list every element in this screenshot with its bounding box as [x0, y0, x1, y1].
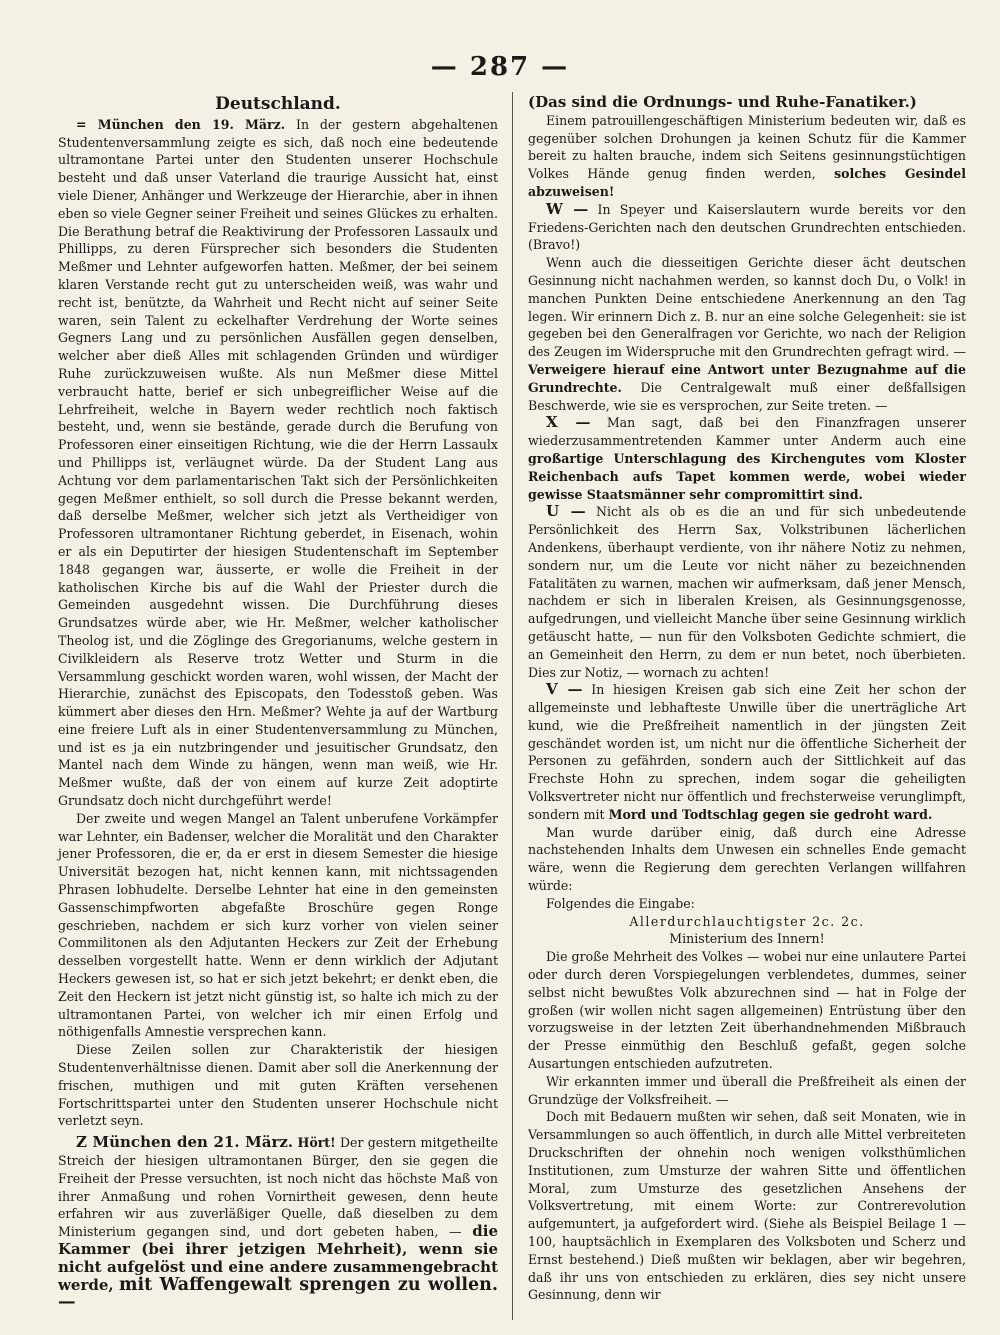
text: Nicht als ob es die an und für sich unbedeutende Persönlichkeit des Herrn Sax, Volkstribunen lächerlichen Andenkens, überhaupt verdiente, von ihr nähere Notiz zu nehmen, sondern nur, um die Leute vor nicht näher zu bezeichnenden Fatalitäten zu warnen, machen wir aufmerksam, daß jener Mensch, nachdem er sich in liberalen Kreisen, als Gesinnungsgenosse, aufgedrungen, und vielleicht Manche über seine Gesinnung wirklich getäuscht hatte, — nun für den Volksboten Gedichte schmiert, die an Gemeinheit den Herrn, zu dem er nun betet, noch überbieten. Dies zur Notiz, — wornach zu achten! [528, 504, 966, 680]
paragraph: Wir erkannten immer und überall die Preßfreiheit als einen der Grundzüge der Volksfreiheit. — [528, 1073, 966, 1107]
article-marker: X — [546, 413, 591, 432]
right-column [528, 94, 966, 1304]
emphasis-text: Mord und Todtschlag gegen sie gedroht ward. [608, 806, 933, 822]
article-marker: U — [546, 502, 586, 521]
article-munich-21-march [58, 1134, 498, 1312]
address-line: Ministerium des Innern! [669, 931, 825, 947]
article-text: Der gestern mitgetheilte Streich der hiesigen ultramontanen Bürger, den sie gegen die Freiheit der Presse versuchten, ist noch nicht das höchste Maß von ihrer Anmaßung und rohen Vornirtheit gewesen, denn heute erfahren wir aus zuverläßiger Quelle, daß dieselben zu dem Ministerium gegangen sind, und dort gebeten haben, — [58, 1135, 498, 1240]
text: In Speyer und Kaiserslautern wurde bereits vor den Friedens-Gerichten nach den deutschen Grundrechten entschieden. (Bravo!) [528, 201, 967, 253]
paragraph [528, 254, 966, 414]
text: In hiesigen Kreisen gab sich eine Zeit her schon der allgemeinste und lebhafteste Unwille über die unerträgliche Art kund, wie die Preßfreiheit namentlich in der jüngsten Zeit geschändet worden ist, um nicht nur die öffentliche Sicherheit der Personen zu gefährden, sondern auch der Sittlichkeit auf das Frechste Hohn zu sprechen, indem sogar die geheiligten Volksvertreter nicht nur öffentlich und frechsterweise verunglimpft, sondern mit [528, 682, 966, 822]
text: Man sagt, daß bei den Finanzfragen unserer wiederzusammentretenden Kammer unter Anderm auch eine [528, 415, 966, 449]
emphasis-text: solches Gesindel abzuweisen! [528, 166, 966, 199]
paragraph: Folgendes die Eingabe: [546, 895, 695, 911]
article-paragraph: Diese Zeilen sollen zur Charakteristik der hiesigen Studentenverhältnisse dienen. Damit aber soll die Anerkennung der frischen, muthigen und mit guten Kräften versehenen Fortschrittspartei unter den Studenten unserer Hochschule nicht verletzt seyn. [58, 1042, 498, 1129]
text: Einem patrouillengeschäftigen Ministerium bedeuten wir, daß es gegenüber solchen Drohungen ja keinen Schutz für die Kammer bereit zu halten brauche, indem sich Seitens gesinnungstüchtigen Volkes Hände genug finden werden, [528, 112, 966, 182]
article-paragraph: Der zweite und wegen Mangel an Talent unberufene Vorkämpfer war Lehnter, ein Badenser, welcher die Moralität und den Charakter jener Professoren, die er, da er erst in diesem Semester die hiesige Universität bezogen hat, nicht kennen kann, mit nichtssagenden Phrasen lobhudelte. Derselbe Lehnter hat eine in den gemeinsten Gassenschimpfworten abgefaßte Broschüre gegen Ronge geschrieben, nachdem er sich kurz vorher von vielen seiner Commilitonen als den Adjutanten Heckers zur Zeit der Erhebung desselben vorgestellt hatte. Wenn er denn wirklich der Adjutant Heckers gewesen ist, so hat er sich jetzt bekehrt; er denkt eben, die Zeit den Heckern ist jetzt nicht günstig ist, so halte ich mich zu der ultramontanen Partei, von welcher ich mir einen Erfolg und nöthigenfalls Amnestie versprechen kann. [58, 810, 498, 1040]
article-v [528, 681, 966, 823]
dateline: Z München den 21. März. [76, 1133, 294, 1152]
column-divider [512, 92, 513, 1320]
exclamation: Hört! [297, 1135, 336, 1151]
left-column [58, 94, 498, 1312]
article-munich-19-march [58, 116, 498, 810]
article-x [528, 414, 966, 503]
article-text: In der gestern abgehaltenen Studentenversammlung zeigte es sich, daß noch eine bedeutende ultramontane Partei unter den Studenten unserer Hochschule besteht und daß unser Vaterland die traurige Aussicht hat, einst viele Diener, Anhänger und Werkzeuge der Hierarchie, aber in ihnen eben so viele Gegner seiner Freiheit und seines Glückes zu erhalten. Die Berathung betraf die Reaktivirung der Professoren Lassaulx und Phillipps, zu deren Fürsprecher sich besonders die Studenten Meßmer und Lehnter aufgeworfen hatten. Meßmer, der bei seinem klaren Verstande recht gut zu unterscheiden weiß, was wahr und recht ist, benützte, da Wahrheit und Recht nicht auf seiner Seite waren, sein Talent zu eckelhafter Verdrehung der Worte seines Gegners Lang und zu persönlichen Ausfällen gegen denselben, welcher aber dieß Alles mit schlagenden Gründen und würdiger Ruhe zurückzuweisen wußte. Als nun Meßmer diese Mittel verbraucht hatte, berief er sich unbegreiflicher Weise auf die Lehrfreiheit, welche in Bayern weder rechtlich noch faktisch besteht, und, wenn sie bestände, gerade durch die Berufung von Professoren einer einseitigen Richtung, wie die der Herrn Lassaulx und Phillipps ist, verläugnet würde. Da der Student Lang aus Achtung vor dem parlamentarischen Takt sich der Persönlichkeiten gegen Meßmer enthielt, so soll durch die Presse bekannt werden, daß derselbe Meßmer, welcher sich jetzt als Vertheidiger von Professoren ultramontaner Richtung geberdet, in Eisenach, wohin er als ein Deputirter der hiesigen Studentenschaft im September 1848 gegangen war, äusserte, er wolle die Freiheit in der katholischen Kirche bis auf die Wahl der Priester durch die Gemeinden ausgedehnt wissen. Die Durchführung dieses Grundsatzes würde aber, wie Hr. Meßmer, welcher katholischer Theolog ist, und die Zöglinge des Gregorianums, welche gestern in Civilkleidern als Reserve trotz Wetter und Sturm in die Versammlung geschickt worden waren, wohl wissen, der Macht der Hierarchie, zunächst des Episcopats, den Todesstoß geben. Was kümmert aber dieses den Hrn. Meßmer? Wehte ja auf der Wartburg eine freiere Luft als in einer Studentenversammlung zu München, und ist es ja ein nutzbringender und jesuitischer Grundsatz, den Mantel nach dem Winde zu hängen, wenn man weiß, wie Hr. Meßmer wußte, daß der von einem auf kurze Zeit adoptirte Grundsatz doch nicht durchgeführt werde! [58, 116, 498, 809]
paragraph [528, 94, 966, 112]
text: Wenn auch die diesseitigen Gerichte dieser ächt deutschen Gesinnung nicht nachahmen werden, so kannst doch Du, o Volk! in manchen Punkten Deine entschiedene Anerkennung an den Tag legen. Wir erinnern Dich z. B. nur an eine solche Gelegenheit: sie ist gegeben bei den Generalfragen vor Gerichte, wo nach der Religion des Zeugen im Widerspruche mit den Grundrechten gefragt wird. — [528, 255, 966, 360]
paragraph: Man wurde darüber einig, daß durch eine Adresse nachstehenden Inhalts dem Unwesen ein schnelles Ende gemacht wäre, wenn die Regierung dem gerechten Verlangen willfahren würde: [528, 824, 966, 894]
address-line: Allerdurchlauchtigster 2c. 2c. [629, 913, 865, 929]
article-u [528, 503, 966, 681]
page-number: — 287 — [430, 52, 570, 82]
text: Die Centralgewalt muß einer deßfallsigen Beschwerde, wie sie es versprochen, zur Seite treten. — [528, 379, 966, 413]
article-w [528, 201, 966, 254]
emphasis-text: Verweigere hierauf eine Antwort unter Bezugnahme auf die Grundrechte. [528, 361, 966, 395]
paragraph [528, 112, 966, 201]
paragraph: Die große Mehrheit des Volkes — wobei nur eine unlautere Partei oder durch deren Vorspiegelungen verblendetes, dummes, seiner selbst nicht bewußtes Volk abzurechnen sind — hat in Folge der großen (wir wollen nicht sagen allgemeinen) Entrüstung über den vorzugsweise in der letzten Zeit überhandnehmenden Mißbrauch der Presse einmüthig den Beschluß gefaßt, gegen solche Ausartungen entschieden aufzutreten. [528, 949, 966, 1072]
article-marker: V — [546, 680, 583, 699]
emphasis-text: mit Waffengewalt sprengen zu wollen. — [58, 1274, 498, 1313]
dateline: = München den 19. März. [76, 116, 286, 132]
emphasis-text: die Kammer (bei ihrer jetzigen Mehrheit), wenn sie nicht aufgelöst und eine andere zusammengebracht werde, [58, 1222, 498, 1294]
article-marker: W — [546, 199, 589, 218]
emphasis-text: großartige Unterschlagung des Kirchengutes vom Kloster Reichenbach aufs Tapet kommen werde, wobei wieder gewisse Staatsmänner sehr compromittirt sind. [528, 450, 966, 502]
paragraph: Doch mit Bedauern mußten wir sehen, daß seit Monaten, wie in Versammlungen so auch öffentlich, in durch alle Mittel verbreiteten Druckschriften der ohnehin noch wenigen volksthümlichen Institutionen, zum Umsturze der wahren Sitte und öffentlichen Moral, zum Umsturze des gesetzlichen Ansehens der Volksvertretung, mit einem Worte: zur Contrerevolution aufgemuntert, ja aufgefordert wird. (Siehe als Beispiel Beilage 1 — 100, hauptsächlich in Exemplaren des Volksboten und Scherz und Ernst bestehend.) Dieß mußten wir beklagen, aber wir begehren, daß ihr uns von entschieden zu erklären, dies sey nicht unsere Gesinnung, denn wir [528, 1109, 966, 1303]
section-heading: Deutschland. [215, 94, 341, 114]
emphasis-text: (Das sind die Ordnungs- und Ruhe-Fanatiker.) [528, 93, 917, 111]
